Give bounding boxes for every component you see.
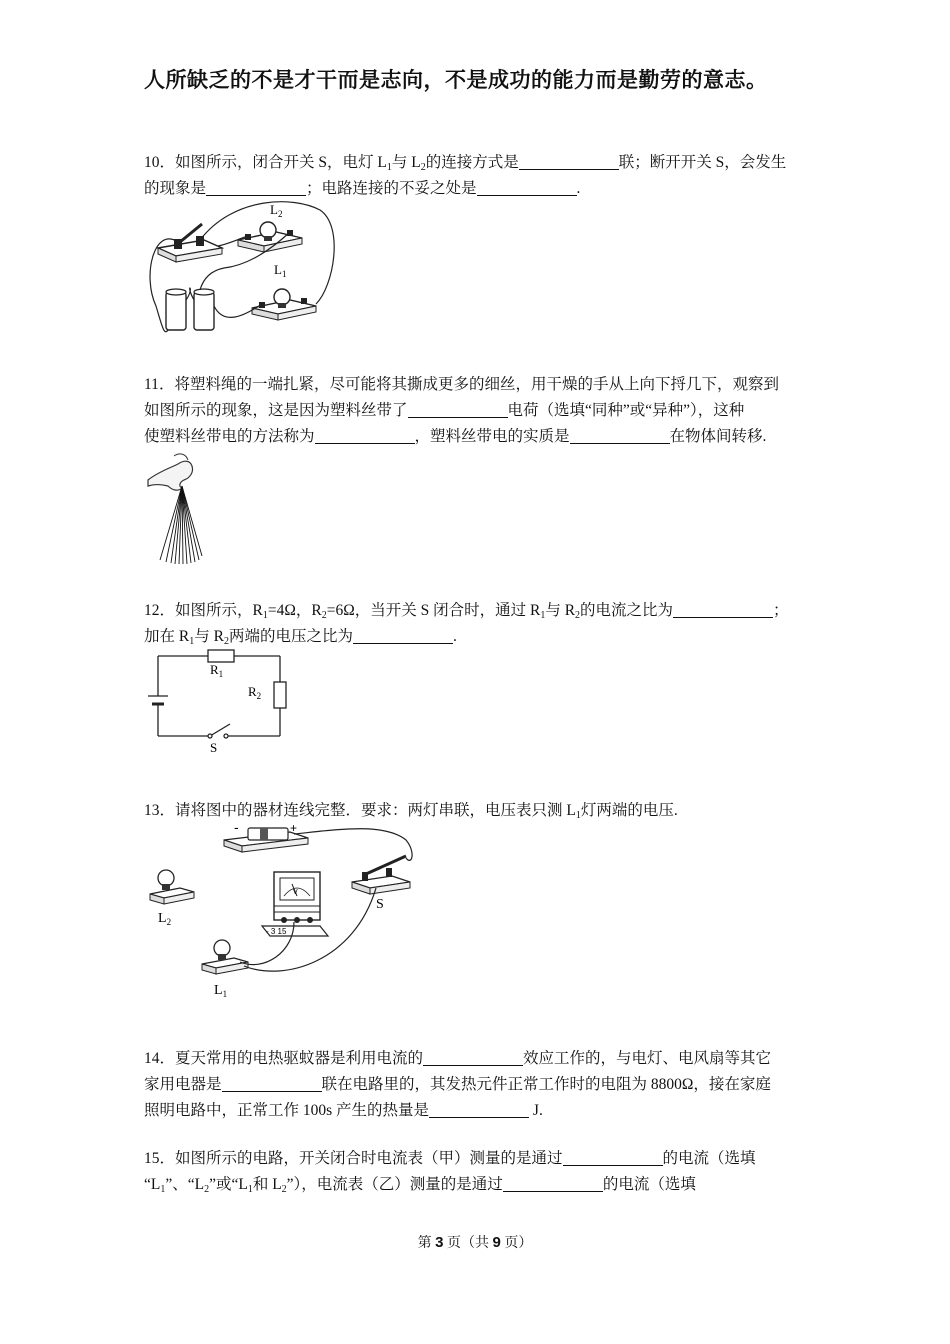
equipment-figure-q13 bbox=[144, 822, 424, 1004]
footer-text: 第 bbox=[417, 1236, 436, 1251]
question-text: 如图所示的现象，这是因为塑料丝带了 bbox=[144, 402, 408, 419]
answer-blank[interactable] bbox=[315, 426, 415, 444]
question-number: 14 bbox=[144, 1050, 160, 1067]
question-text: 的电流之比为 bbox=[580, 602, 674, 619]
footer-text: 页（共 bbox=[443, 1236, 493, 1251]
question-text: 的电流（选填 bbox=[662, 1150, 756, 1167]
question-text: ．将塑料绳的一端扎紧，尽可能将其撕成更多的细丝，用干燥的手从上向下捋几下，观察到 bbox=[158, 376, 779, 393]
label-l1: $L_1$ bbox=[214, 983, 228, 999]
question-text: 与 R bbox=[194, 628, 224, 645]
label-l2: $L_2$ bbox=[270, 202, 283, 219]
question-number: 13 bbox=[144, 802, 160, 819]
question-text: ．夏天常用的电热驱蚊器是利用电流的 bbox=[159, 1050, 424, 1067]
question-text: ；电路连接的不妥之处是 bbox=[306, 180, 477, 197]
voltmeter-terminals: - 3 15 bbox=[266, 927, 287, 936]
question-text: 联在电路里的，其发热元件正常工作时的电阻为 8800Ω，接在家庭 bbox=[321, 1076, 771, 1093]
question-text: 加在 R bbox=[144, 628, 190, 645]
answer-blank[interactable] bbox=[503, 1174, 603, 1192]
subscript: 2 bbox=[281, 1184, 287, 1195]
subscript: 1 bbox=[160, 1184, 166, 1195]
answer-blank[interactable] bbox=[477, 178, 577, 196]
battery bbox=[166, 292, 186, 330]
question-text: ”），电流表（乙）测量的是通过 bbox=[286, 1176, 503, 1193]
question-text: 家用电器是 bbox=[144, 1076, 222, 1093]
hand bbox=[148, 461, 193, 490]
plastic-strands-figure bbox=[144, 450, 214, 566]
question-text: 在物体间转移. bbox=[669, 428, 767, 445]
switch-contact bbox=[224, 734, 228, 738]
answer-blank[interactable] bbox=[519, 152, 619, 170]
question-text: ．如图所示，R bbox=[159, 602, 263, 619]
subscript: 1 bbox=[189, 636, 195, 647]
question-text: ．如图所示，闭合开关 S，电灯 L bbox=[159, 154, 387, 171]
question-text: ”、“L bbox=[165, 1176, 205, 1193]
bulb-l2 bbox=[260, 222, 276, 238]
question-text: . bbox=[576, 180, 581, 197]
question-number: 15 bbox=[144, 1150, 160, 1167]
plus-sign: + bbox=[290, 822, 298, 835]
question-text: 与 R bbox=[545, 602, 576, 619]
subscript: 1 bbox=[262, 610, 268, 621]
question-number: 11 bbox=[144, 376, 159, 393]
answer-blank[interactable] bbox=[673, 600, 773, 618]
question-text: ．请将图中的器材连线完整．要求：两灯串联，电压表只测 L bbox=[159, 802, 576, 819]
question-text: 照明电路中，正常工作 100s 产生的热量是 bbox=[144, 1102, 430, 1119]
answer-blank[interactable] bbox=[570, 426, 670, 444]
question-text: 的连接方式是 bbox=[425, 154, 519, 171]
question-15 bbox=[144, 1146, 809, 1198]
page-footer bbox=[0, 1232, 950, 1252]
question-text: =6Ω，当开关 S 闭合时，通过 R bbox=[326, 602, 541, 619]
question-text: 使塑料丝带电的方法称为 bbox=[144, 428, 315, 445]
answer-blank[interactable] bbox=[353, 626, 453, 644]
question-10 bbox=[144, 150, 809, 202]
question-text: ，塑料丝带电的实质是 bbox=[414, 428, 570, 445]
question-text: . bbox=[452, 628, 457, 645]
label-r1: $R_1$ bbox=[210, 662, 224, 679]
question-text: 的现象是 bbox=[144, 180, 207, 197]
question-text: ”或“L bbox=[209, 1176, 248, 1193]
footer-text: 页） bbox=[500, 1236, 533, 1251]
question-number: 12 bbox=[144, 602, 160, 619]
circuit-figure-q10 bbox=[144, 196, 344, 346]
question-number: 10 bbox=[144, 154, 160, 171]
resistor-r1 bbox=[208, 650, 234, 662]
plastic-strands bbox=[160, 486, 202, 564]
question-text: 电荷（选填“同种”或“异种”），这种 bbox=[507, 402, 745, 419]
question-text: 与 L bbox=[391, 154, 421, 171]
question-text: 灯两端的电压. bbox=[580, 802, 678, 819]
page-number: 3 bbox=[435, 1234, 444, 1251]
label-l1: $L_1$ bbox=[274, 262, 287, 279]
question-text: 的电流（选填 bbox=[602, 1176, 696, 1193]
question-text: “L bbox=[144, 1176, 161, 1193]
bulb-l2 bbox=[158, 870, 174, 886]
minus-sign: - bbox=[234, 822, 239, 835]
label-s: S bbox=[210, 740, 218, 755]
battery bbox=[194, 292, 214, 330]
question-12 bbox=[144, 598, 809, 650]
subscript: 2 bbox=[223, 636, 229, 647]
subscript: 2 bbox=[575, 610, 581, 621]
circuit-diagram-q12 bbox=[144, 648, 294, 758]
subscript: 1 bbox=[575, 810, 581, 821]
question-text: ．如图所示的电路，开关闭合时电流表（甲）测量的是通过 bbox=[159, 1150, 563, 1167]
switch-clip bbox=[196, 236, 204, 246]
subscript: 2 bbox=[420, 162, 426, 173]
subscript: 2 bbox=[321, 610, 327, 621]
question-11 bbox=[144, 372, 809, 450]
subscript: 2 bbox=[204, 1184, 210, 1195]
question-13 bbox=[144, 798, 809, 824]
question-text: 效应工作的，与电灯、电风扇等其它 bbox=[523, 1050, 772, 1067]
question-text: 和 L bbox=[252, 1176, 282, 1193]
voltmeter-v: V bbox=[293, 889, 298, 896]
label-r2: $R_2$ bbox=[248, 684, 262, 701]
question-14 bbox=[144, 1046, 809, 1124]
answer-blank[interactable] bbox=[423, 1048, 523, 1066]
question-text: ； bbox=[773, 602, 789, 619]
bulb-l1 bbox=[214, 940, 230, 956]
total-pages: 9 bbox=[492, 1234, 501, 1251]
subscript: 1 bbox=[540, 610, 546, 621]
question-text: =4Ω，R bbox=[267, 602, 322, 619]
question-text: 两端的电压之比为 bbox=[228, 628, 353, 645]
resistor-r2 bbox=[274, 682, 286, 708]
bulb-l1 bbox=[274, 289, 290, 305]
subscript: 1 bbox=[386, 162, 392, 173]
subscript: 1 bbox=[247, 1184, 253, 1195]
answer-blank[interactable] bbox=[206, 178, 306, 196]
motto-heading: 人所缺乏的不是才干而是志向，不是成功的能力而是勤劳的意志。 bbox=[144, 68, 768, 92]
answer-blank[interactable] bbox=[563, 1148, 663, 1166]
answer-blank[interactable] bbox=[408, 400, 508, 418]
question-text: J. bbox=[529, 1102, 543, 1119]
label-s: S bbox=[376, 897, 384, 912]
label-l2: $L_2$ bbox=[158, 911, 172, 927]
answer-blank[interactable] bbox=[429, 1100, 529, 1118]
answer-blank[interactable] bbox=[222, 1074, 322, 1092]
question-text: 联；断开开关 S，会发生 bbox=[618, 154, 787, 171]
